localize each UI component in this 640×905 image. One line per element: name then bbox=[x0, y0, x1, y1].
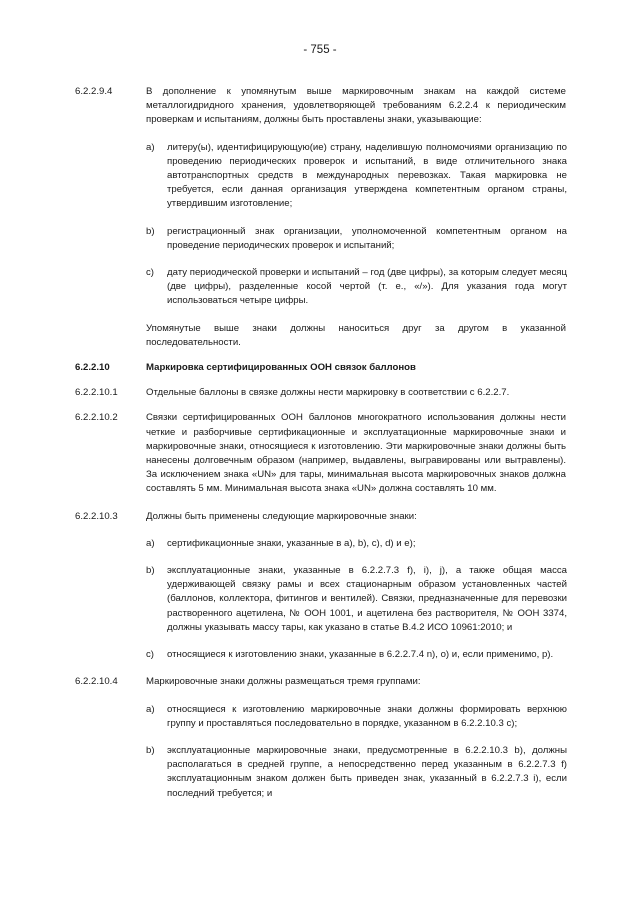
section-number: 6.2.2.10.2 bbox=[75, 412, 118, 424]
list-item bbox=[0, 648, 640, 662]
list-item-text: регистрационный знак организации, уполномоченной компетентным органом на проведение периодических проверок и испытаний; bbox=[167, 225, 567, 251]
list-item bbox=[0, 703, 640, 731]
section-6-2-2-9-4 bbox=[0, 85, 640, 128]
list-item-text: литеру(ы), идентифицирующую(ие) страну, наделившую полномочиями организацию по проведению периодических проверок и испытаний, в виде отличительного знака автотранспортных средств в международных перевозках. Такая маркировка не требуется, если данная организация утверждена компетентным органом страны, утвердившим изготовление; bbox=[167, 141, 567, 210]
list-item-text: сертификационные знаки, указанные в a), b), c), d) и e); bbox=[167, 537, 416, 549]
section-number: 6.2.2.10.1 bbox=[75, 387, 118, 399]
section-text: В дополнение к упомянутым выше маркировочным знакам на каждой системе металлогидридного хранения, удовлетворяющей требованиям 6.2.2.4 к периодическим проверкам и испытаниям, должны быть проставлены знаки, указывающие: bbox=[146, 86, 566, 126]
section-6-2-2-10-1 bbox=[0, 386, 640, 400]
document-body bbox=[0, 85, 640, 801]
list-item-label: a) bbox=[146, 703, 155, 715]
list-item bbox=[0, 266, 640, 309]
section-number: 6.2.2.9.4 bbox=[75, 86, 113, 97]
list-item-label: b) bbox=[146, 744, 155, 756]
section-heading: Маркировка сертифицированных ООН связок баллонов bbox=[146, 362, 416, 374]
list-item-text: эксплуатационные знаки, указанные в 6.2.2.7.3 f), i), j), а также общая масса удерживающей связку рамы и всех стационарным образом установленных частей (баллонов, коллектора, фитингов и вентилей). Связки, предназначенные для перевозки растворенного ацетилена, № ООН 1001, и ацетилена без растворителя, № ООН 3374, должны указывать массу тары, как указано в статье B.4.2 ИСО 10961:2010; и bbox=[167, 565, 567, 633]
section-6-2-2-10 bbox=[0, 361, 640, 375]
section-text: Должны быть применены следующие маркировочные знаки: bbox=[146, 510, 417, 522]
list-item-text: относящиеся к изготовлению знаки, указанные в 6.2.2.7.4 n), o) и, если применимо, p). bbox=[167, 649, 554, 661]
list-item-text: относящиеся к изготовлению маркировочные знаки должны формировать верхнюю группу и проставляться последовательно в порядке, указанном в 6.2.2.10.3 c); bbox=[167, 703, 567, 729]
section-number: 6.2.2.10.4 bbox=[75, 676, 118, 688]
section-text: Маркировочные знаки должны размещаться тремя группами: bbox=[146, 676, 421, 688]
list-item-label: b) bbox=[146, 225, 155, 237]
list-item bbox=[0, 141, 640, 212]
section-6-2-2-10-4 bbox=[0, 675, 640, 689]
list-item-label: a) bbox=[146, 141, 155, 153]
section-number: 6.2.2.10 bbox=[75, 362, 110, 374]
section-closing bbox=[0, 322, 640, 350]
list-item-label: b) bbox=[146, 565, 155, 577]
list-item bbox=[0, 744, 640, 801]
section-number: 6.2.2.10.3 bbox=[75, 510, 118, 522]
list-item bbox=[0, 537, 640, 551]
list-item-label: c) bbox=[146, 649, 154, 661]
section-text: Отдельные баллоны в связке должны нести маркировку в соответствии с 6.2.2.7. bbox=[146, 387, 510, 399]
list-item-label: a) bbox=[146, 537, 155, 549]
list-item bbox=[0, 564, 640, 635]
section-6-2-2-10-2 bbox=[0, 411, 640, 496]
section-closing-text: Упомянутые выше знаки должны наноситься друг за другом в указанной последовательности. bbox=[146, 322, 566, 348]
section-text: Связки сертифицированных ООН баллонов многократного использования должны нести четкие и разборчивые сертификационные и эксплуатационные маркировочные знаки и маркировочные знаки, относящиеся к изготовлению. Эти маркировочные знаки должны быть нанесены долговечным образом (например, выдавлены, выгравированы или вытравлены). За исключением знака «UN» для тары, минимальная высота маркировочных знаков должна составлять 5 мм. Минимальная высота знака «UN» должна составлять 10 мм. bbox=[146, 412, 566, 495]
page-number: - 755 - bbox=[303, 44, 337, 56]
list-item-label: c) bbox=[146, 267, 154, 279]
section-6-2-2-10-3 bbox=[0, 510, 640, 524]
list-item-text: дату периодической проверки и испытаний – год (две цифры), за которым следует месяц (две цифры), разделенные косой чертой (т. е., «/»). Для указания года могут использоваться четыре цифры. bbox=[167, 267, 567, 307]
list-item bbox=[0, 225, 640, 253]
list-item-text: эксплуатационные маркировочные знаки, предусмотренные в 6.2.2.10.3 b), должны располагаться в средней группе, а непосредственно перед указанным в 6.2.2.7.3 f) эксплуатационным знаком должен быть приведен знак, указанный в 6.2.2.7.3 i), если последний требуется; и bbox=[167, 744, 567, 799]
